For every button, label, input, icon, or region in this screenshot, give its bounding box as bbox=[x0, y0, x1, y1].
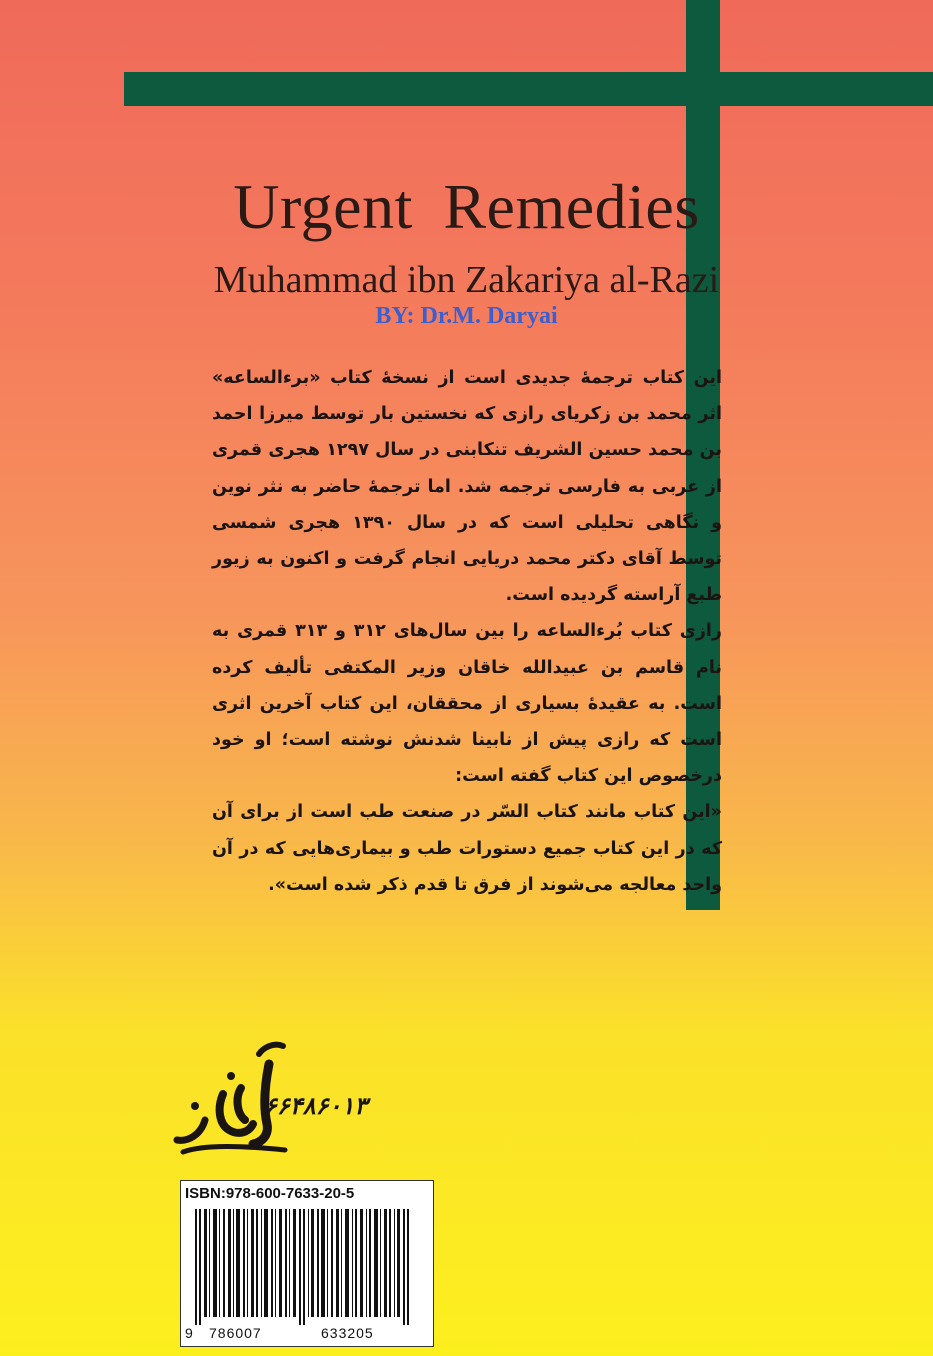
cross-horizontal-bar bbox=[124, 72, 933, 106]
book-title: Urgent Remedies bbox=[233, 171, 700, 242]
barcode-digits-left: 786007 bbox=[209, 1325, 262, 1341]
description-paragraph: «این کتاب مانند کتاب السّر در صنعت طب است از برای آن که در این کتاب جمیع دستورات طب و بیماری‌هایی که در آن واحد معالجه می‌شوند از فرق تا قدم ذکر شده است». bbox=[212, 802, 722, 895]
barcode-box bbox=[180, 1180, 434, 1347]
barcode-digits-right: 633205 bbox=[321, 1325, 374, 1341]
description-paragraph: این کتاب ترجمهٔ جدیدی است از نسخهٔ کتاب «برءالساعه» اثر محمد بن زکریای رازی که نخستین بار توسط میرزا احمد بن محمد حسین الشریف تنکابنی در سال ۱۲۹۷ هجری قمری از عربی به فارسی ترجمه شد. اما ترجمهٔ حاضر به نثر نوین و نگاهی تحلیلی است که در سال ۱۳۹۰ هجری شمسی توسط آقای دکتر محمد دریایی انجام گرفت و اکنون به زیور طبع آراسته گردیده است. bbox=[212, 368, 723, 606]
isbn-label: ISBN:978-600-7633-20-5 bbox=[185, 1185, 355, 1202]
book-subtitle: Muhammad ibn Zakariya al-Razi bbox=[213, 259, 720, 301]
description-block bbox=[212, 360, 722, 903]
book-author: BY: Dr.M. Daryai bbox=[375, 303, 558, 329]
barcode-digit-first: 9 bbox=[185, 1325, 194, 1341]
barcode-icon bbox=[195, 1209, 419, 1325]
publisher-phone: ۶۶۴۸۶۰۱۳ bbox=[264, 1092, 368, 1120]
description-paragraph: رازی کتاب بُرءالساعه را بین سال‌های ۳۱۲ و ۳۱۳ قمری به نام قاسم بن عبیدالله خاقان وزیر المکتفی تألیف کرده است. به عقیدهٔ بسیاری از محققان، این کتاب آخرین اثری است که رازی پیش از نابینا شدنش نوشته است؛ او خود درخصوص این کتاب گفته است: bbox=[212, 621, 722, 787]
